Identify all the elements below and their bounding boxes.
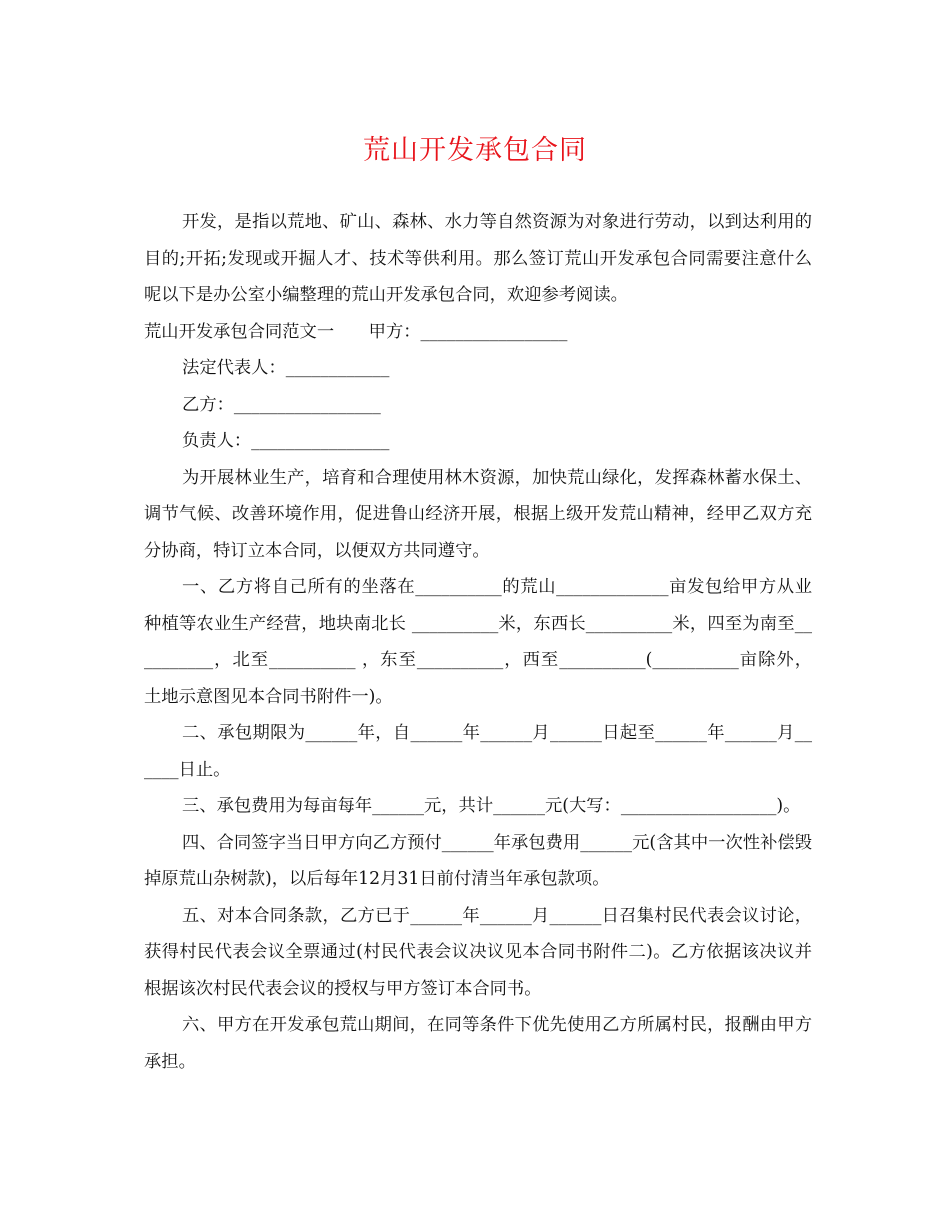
clause-3: 三、承包费用为每亩每年______元，共计______元(大写：__________________)。 [182,796,801,816]
clause-1: 一、乙方将自己所有的坐落在__________的荒山_____________亩发包给甲方从业种植等农业生产经营，地块南北长 __________米，东西长__________米，四至为南至__________，北至__________ ，东至__________，西至__________(__________亩除外，土地示意图见本合同书附件一)。 [144,577,812,707]
clause-5: 五、对本合同条款，乙方已于______年______月______日召集村民代表会议讨论，获得村民代表会议全票通过(村民代表会议决议见本合同书附件二)。乙方依据该决议并根据该次村民代表会议的授权与甲方签订本合同书。 [144,905,812,999]
document-title: 荒山开发承包合同 [363,135,587,166]
purpose-paragraph: 为开展林业生产，培育和合理使用林木资源，加快荒山绿化，发挥森林蓄水保土、调节气候、改善环境作用，促进鲁山经济开展，根据上级开发荒山精神，经甲乙双方充分协商，特订立本合同，以便双方共同遵守。 [144,467,812,561]
document-body [144,204,812,1080]
clause-6: 六、甲方在开发承包荒山期间，在同等条件下优先使用乙方所属村民，报酬由甲方承担。 [144,1015,812,1072]
sample-heading-party-a: 荒山开发承包合同范文一 甲方：_________________ [144,321,568,342]
clause-4: 四、合同签字当日甲方向乙方预付______年承包费用______元(含其中一次性补偿毁掉原荒山杂树款)，以后每年12月31日前付清当年承包款项。 [144,832,812,889]
party-b-line: 乙方：_________________ [182,394,381,415]
intro-paragraph: 开发，是指以荒地、矿山、森林、水力等自然资源为对象进行劳动，以到达利用的目的;开拓;发现或开掘人才、技术等供利用。那么签订荒山开发承包合同需要注意什么呢以下是办公室小编整理的荒山开发承包合同，欢迎参考阅读。 [144,212,812,305]
legal-representative-line: 法定代表人：____________ [182,358,390,378]
clause-2: 二、承包期限为______年，自______年______月______日起至______年______月______日止。 [144,723,812,780]
responsible-person-line: 负责人：________________ [182,431,390,451]
